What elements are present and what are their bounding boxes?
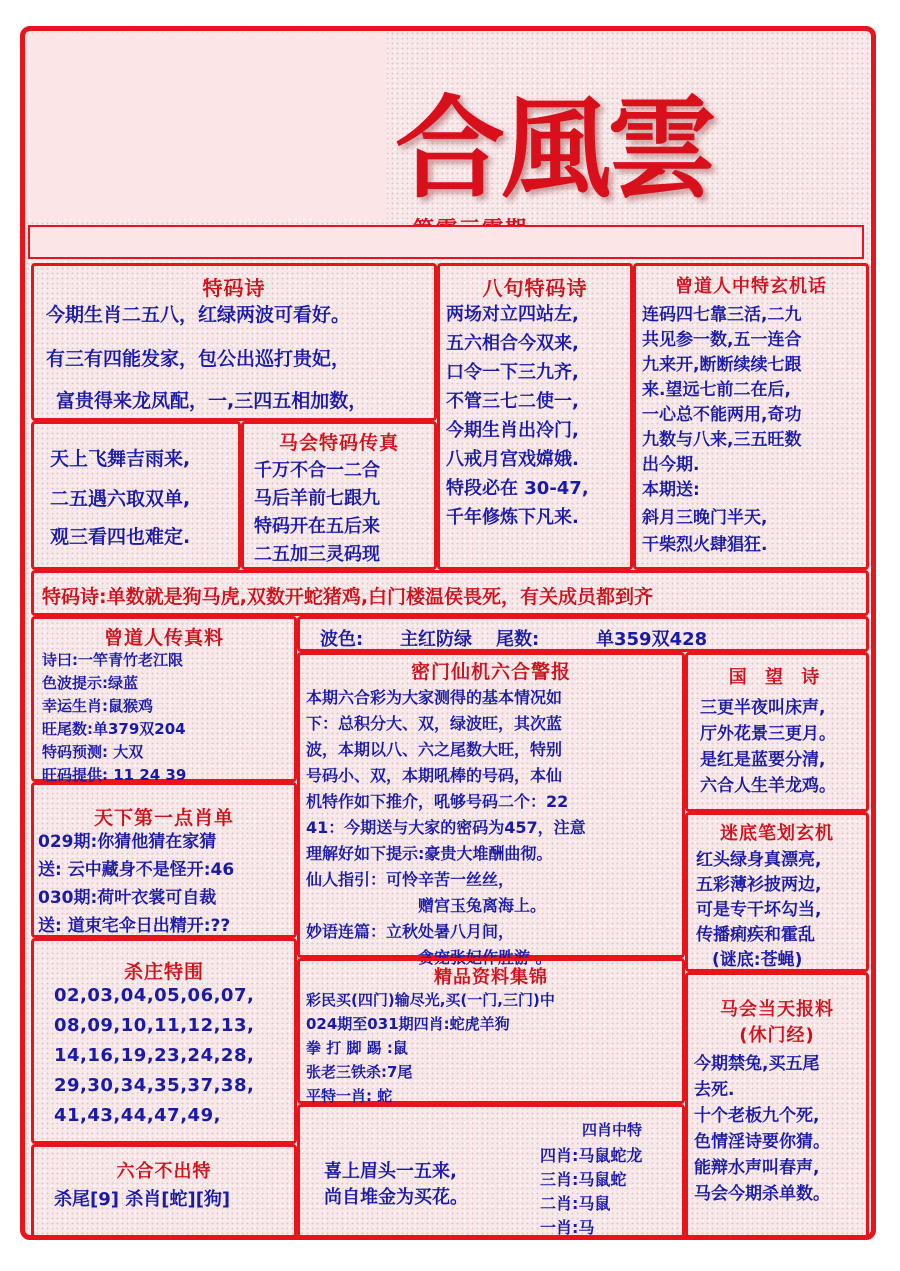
- guowang-box: [685, 652, 869, 812]
- zeng-xuanji-line: 本期送:: [642, 480, 700, 500]
- zeng-xuanji-box: [633, 263, 869, 570]
- wave-box: [297, 616, 869, 652]
- kill-pool-line: 08,09,10,11,12,13,: [54, 1015, 255, 1036]
- horse-fax-line: 千万不合一二合: [254, 460, 380, 481]
- eight-lines-line: 今期生肖出冷门,: [446, 420, 579, 441]
- wave-value: 主红防绿: [400, 629, 472, 650]
- guowang-title: 国 望 诗: [728, 667, 826, 688]
- poem-main-box: [31, 263, 437, 421]
- wave-label: 波色:: [320, 629, 364, 650]
- blank-strip: [28, 225, 864, 259]
- banner-box: [31, 570, 869, 616]
- no-special-box: [31, 1144, 297, 1238]
- first-zodiac-line: 030期:荷叶衣裳可自裁: [38, 888, 217, 908]
- sky-poem-box: [31, 421, 241, 570]
- guowang-line: 三更半夜叫床声,: [700, 698, 826, 718]
- horse-day-line: 今期禁兔,买五尾: [694, 1054, 820, 1074]
- secret-line: 贪宠张妃作胜游 。: [418, 948, 552, 967]
- zeng-xuanji-line: 一心总不能两用,奇功: [642, 405, 802, 425]
- first-zodiac-line: 送: 道束宅伞日出精开:??: [38, 916, 231, 936]
- four-zodiac-title: 四肖中特: [582, 1121, 643, 1139]
- collection-line: 024期至031期四肖:蛇虎羊狗: [306, 1015, 510, 1033]
- collection-line: 彩民买(四门)输尽光,买(一门,三门)中: [306, 991, 555, 1009]
- collection-line: 平特一肖: 蛇: [306, 1087, 393, 1105]
- poem-main-line: 今期生肖二五八，红绿两波可看好。: [46, 304, 351, 326]
- eight-lines-title: 八句特码诗: [482, 276, 588, 300]
- horse-fax-line: 特码开在五后来: [254, 516, 380, 537]
- kill-pool-box: [31, 938, 297, 1144]
- secret-line: 机特作如下推介，吼够号码二个：22: [306, 792, 569, 811]
- first-zodiac-line: 送: 云中藏身不是怪开:46: [38, 860, 235, 880]
- secret-box: [297, 652, 685, 967]
- poem-main-line: 有三有四能发家，包公出巡打贵妃，: [46, 348, 351, 370]
- zeng-xuanji-line: 九数与八来,三五旺数: [642, 430, 802, 450]
- four-zodiac-line: 三肖:马鼠蛇: [540, 1170, 627, 1189]
- wave-tail-value: 单359双428: [596, 629, 708, 650]
- guowang-line: 是红是蓝要分清,: [700, 750, 826, 770]
- secret-line: 41：今期送与大家的密码为457，注意: [306, 818, 586, 837]
- zeng-xuanji-line: 九来开,断断续续七跟: [642, 355, 802, 375]
- horse-fax-line: 二五加三灵码现: [254, 544, 380, 565]
- secret-line: 仙人指引：可怜辛苦一丝丝，: [306, 870, 515, 889]
- masthead-title: 合風雲: [395, 84, 713, 213]
- zeng-fax-line: 诗曰:一竿青竹老江限: [42, 651, 183, 669]
- secret-line: 下：总积分大、双，绿波旺，其次蓝: [306, 714, 563, 733]
- zeng-xuanji-line: 干柴烈火肆猖狂.: [642, 535, 768, 555]
- eight-lines-box: [437, 263, 633, 570]
- riddle-line: (谜底:苍蝇): [712, 950, 803, 970]
- eight-lines-line: 口令一下三九齐,: [446, 362, 579, 383]
- kill-pool-title: 杀庄特围: [123, 961, 204, 983]
- zeng-xuanji-line: 出今期.: [642, 455, 700, 475]
- poem-main-title: 特码诗: [202, 276, 266, 300]
- riddle-box: [685, 812, 869, 972]
- banner-text: 特码诗:单数就是狗马虎,双数开蛇猪鸡,白门楼温侯畏死，有关成员都到齐: [42, 586, 654, 608]
- eight-lines-line: 两场对立四站左,: [446, 304, 579, 325]
- zeng-xuanji-line: 来.望远七前二在后,: [642, 380, 791, 400]
- sky-poem-line: 二五遇六取双单,: [50, 488, 191, 510]
- kill-pool-line: 02,03,04,05,06,07,: [54, 985, 255, 1006]
- guowang-line: 厅外花景三更月。: [700, 724, 836, 744]
- zeng-fax-line: 旺码提供: 11 24 39: [42, 766, 187, 784]
- four-zodiac-line: 二肖:马鼠: [540, 1194, 611, 1213]
- riddle-line: 传播痢疾和霍乱: [696, 925, 815, 945]
- guowang-line: 六合人生羊龙鸡。: [700, 776, 836, 796]
- zeng-fax-line: 色波提示:绿蓝: [42, 674, 138, 692]
- horse-day-line: 色情淫诗要你猜。: [694, 1132, 830, 1152]
- masthead-blank-block: [27, 33, 387, 219]
- collection-line: 张老三铁杀:7尾: [306, 1063, 413, 1081]
- horse-day-line: 马会今期杀单数。: [694, 1184, 830, 1204]
- kill-pool-line: 29,30,34,35,37,38,: [54, 1075, 255, 1096]
- secret-line: 本期六合彩为大家测得的基本情况如: [306, 688, 563, 707]
- zeng-xuanji-line: 斜月三晚门半天,: [642, 508, 768, 528]
- zeng-fax-line: 旺尾数:单379双204: [42, 720, 186, 738]
- horse-day-line: 去死.: [694, 1080, 735, 1100]
- sky-poem-line: 观三看四也难定.: [50, 526, 191, 548]
- riddle-line: 五彩薄衫披两边,: [696, 875, 822, 895]
- four-zodiac-line: 一肖:马: [540, 1218, 595, 1237]
- horse-day-line: 十个老板九个死,: [694, 1106, 820, 1126]
- collection-title: 精品资料集锦: [434, 967, 548, 988]
- secret-line: 波，本期以八、六之尾数大旺，特别: [306, 740, 563, 759]
- horse-fax-title: 马会特码传真: [278, 432, 399, 454]
- secret-line: 号码小、双，本期吼棒的号码，本仙: [306, 766, 563, 785]
- poem-main-line: 富贵得来龙凤配，一,三四五相加数，: [56, 390, 368, 412]
- eight-lines-line: 八戒月宫戏嫦娥.: [446, 449, 579, 470]
- zeng-xuanji-line: 共见参一数,五一连合: [642, 330, 802, 350]
- collection-line: 拳 打 脚 踢 :鼠: [306, 1039, 408, 1057]
- collection-box: [297, 958, 685, 1104]
- first-zodiac-title: 天下第一点肖单: [93, 807, 234, 829]
- eight-lines-line: 千年修炼下凡来.: [446, 507, 579, 528]
- zeng-fax-line: 幸运生肖:鼠猴鸡: [42, 697, 153, 715]
- sky-poem-line: 天上飞舞吉雨来,: [50, 448, 191, 470]
- zeng-fax-box: [31, 616, 297, 782]
- horse-day-line: 能辩水声叫春声,: [694, 1158, 820, 1178]
- eight-lines-line: 不管三七二使一,: [446, 391, 579, 412]
- couplet-box: [297, 1104, 685, 1238]
- secret-title: 密门仙机六合警报: [410, 661, 571, 683]
- wave-tail-label: 尾数:: [496, 629, 540, 650]
- horse-day-title: 马会当天报料: [720, 999, 834, 1020]
- horse-fax-box: [241, 421, 437, 570]
- riddle-line: 可是专干坏勾当,: [696, 900, 822, 920]
- zeng-fax-line: 特码预测: 大双: [42, 743, 144, 761]
- no-special-title: 六合不出特: [116, 1161, 212, 1182]
- horse-fax-line: 马后羊前七跟九: [254, 488, 380, 509]
- horse-day-box: [685, 972, 869, 1238]
- couplet-line: 喜上眉头一五来,: [324, 1161, 457, 1182]
- zeng-fax-title: 曾道人传真料: [103, 627, 224, 649]
- couplet-line: 尚自堆金为买花。: [324, 1187, 468, 1208]
- eight-lines-line: 五六相合今双来,: [446, 333, 579, 354]
- zeng-xuanji-line: 连码四七靠三活,二九: [642, 305, 802, 325]
- riddle-line: 红头绿身真漂亮,: [696, 850, 822, 870]
- secret-line: 赠宫玉兔离海上。: [418, 896, 547, 915]
- no-special-line: 杀尾[9] 杀肖[蛇][狗]: [54, 1189, 231, 1210]
- first-zodiac-line: 029期:你猜他猜在家猜: [38, 832, 217, 852]
- horse-day-subtitle: (休门经): [739, 1025, 815, 1046]
- riddle-title: 迷底笔划玄机: [720, 823, 834, 844]
- four-zodiac-line: 四肖:马鼠蛇龙: [540, 1146, 643, 1165]
- eight-lines-line: 特段必在 30-47,: [446, 478, 589, 499]
- kill-pool-line: 14,16,19,23,24,28,: [54, 1045, 255, 1066]
- newspaper-page: [20, 26, 876, 1240]
- secret-line: 妙语连篇：立秋处暑八月间，: [306, 922, 515, 941]
- zeng-xuanji-title: 曾道人中特玄机话: [675, 276, 827, 297]
- kill-pool-line: 41,43,44,47,49,: [54, 1105, 221, 1126]
- first-zodiac-box: [31, 782, 297, 938]
- secret-line: 理解好如下提示:豪贵大堆酬曲彻。: [306, 844, 553, 863]
